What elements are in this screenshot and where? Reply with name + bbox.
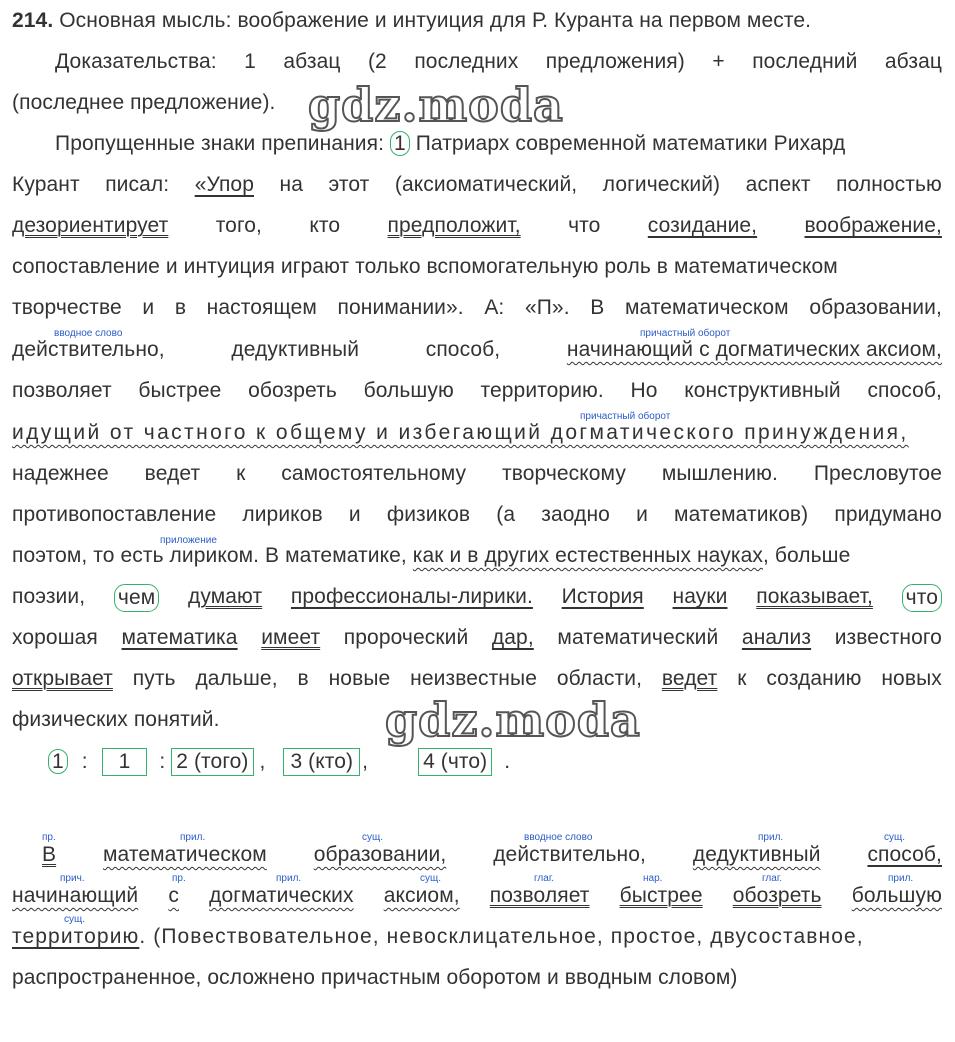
word: дедуктивный: [231, 338, 360, 361]
pos-label: прил.: [888, 873, 914, 884]
pos-label: прил.: [758, 832, 784, 843]
word: действительно,: [493, 843, 646, 866]
task-line-10: [12, 378, 942, 404]
text: сопоставление и интуиция играют только вспомогательную роль в математическом: [12, 255, 838, 278]
scheme-box-4: 4 (что): [418, 748, 492, 776]
word: позволяет: [489, 884, 590, 907]
word: предложения): [545, 50, 685, 73]
pos-label: прил.: [276, 873, 302, 884]
word: хорошая: [12, 626, 98, 649]
participial-phrase: начинающий с догматических аксиом,: [566, 338, 942, 361]
word: (2: [367, 50, 387, 73]
word: обозреть: [732, 884, 822, 907]
word: начинающий: [12, 884, 139, 907]
word: математическом: [624, 296, 789, 319]
word: математика: [121, 626, 238, 649]
sentence-characteristics: распространенное, осложнено причастным оборотом и вводным словом): [12, 966, 738, 989]
word: открывает: [12, 667, 113, 690]
word: путь: [132, 667, 176, 690]
scheme-comma: ,: [362, 750, 369, 773]
word: позволяет: [12, 379, 112, 402]
word: созидание,: [647, 214, 758, 237]
word: в: [174, 296, 187, 319]
pos-label: пр.: [172, 873, 186, 884]
word: и: [348, 503, 361, 526]
word: догматических: [209, 884, 354, 907]
word: образовании,: [313, 843, 447, 866]
word: физиков: [386, 503, 471, 526]
word: абзац: [884, 50, 942, 73]
word: этот: [328, 173, 370, 196]
task-line-11: [12, 420, 942, 446]
word: «Упор: [194, 173, 254, 196]
word: творческому: [501, 462, 626, 485]
note-introductory-word: вводное слово: [54, 328, 123, 339]
word: имеет: [261, 626, 321, 649]
task-line-4: [12, 131, 942, 157]
scheme-colon: :: [81, 750, 88, 773]
word: новых: [881, 667, 942, 690]
word: и: [636, 503, 648, 526]
word: абзац: [283, 50, 341, 73]
word: лириков: [242, 503, 323, 526]
evidence-text: (последнее предложение).: [12, 91, 276, 114]
pos-label: прил.: [180, 832, 206, 843]
task-line-2: [12, 49, 942, 75]
analysis-line-4: [12, 965, 942, 991]
word: новые: [328, 667, 391, 690]
analysis-line-1: [12, 842, 942, 868]
word: анализ: [741, 626, 812, 649]
task-line-5: [12, 172, 942, 198]
word: территорию: [12, 925, 140, 948]
task-line-7: [12, 254, 942, 280]
task-line-8: [12, 295, 942, 321]
scheme-dot: .: [504, 750, 511, 773]
pos-label: вводное слово: [524, 832, 593, 843]
word: математиков): [674, 503, 809, 526]
word: поэзии,: [12, 585, 86, 608]
word: заодно: [541, 503, 610, 526]
missing-marks-label: Пропущенные знаки препинания:: [55, 132, 390, 155]
word: дальше,: [195, 667, 278, 690]
scheme-comma: ,: [259, 750, 266, 773]
word: последний: [752, 50, 858, 73]
word: большую: [363, 379, 454, 402]
word: Курант: [12, 173, 80, 196]
word: воображение,: [804, 214, 942, 237]
word: Пресловутое: [813, 462, 942, 485]
word: (аксиоматический,: [394, 173, 578, 196]
word: логический): [602, 173, 721, 196]
scheme-box-1: 1: [102, 748, 148, 776]
word: «П».: [524, 296, 570, 319]
word: науки: [672, 585, 728, 608]
word: Но: [630, 379, 658, 402]
text: , больше: [762, 544, 851, 567]
word: пророческий: [343, 626, 469, 649]
word: История: [561, 585, 644, 608]
text: поэтом, то есть лириком. В математике,: [12, 544, 413, 567]
word: писал:: [105, 173, 170, 196]
note-apposition: приложение: [160, 535, 217, 546]
task-line-1: [12, 8, 942, 34]
pos-label: сущ.: [420, 873, 442, 884]
scheme-circle: 1: [48, 749, 68, 774]
word: на: [279, 173, 303, 196]
word: (а: [496, 503, 516, 526]
text: физических понятий.: [12, 708, 220, 731]
word: +: [712, 50, 725, 73]
task-number: 214.: [12, 9, 54, 32]
participial-phrase: идущий от частного к общему и избегающий догматического принуждения,: [12, 421, 909, 444]
word: творчестве: [12, 296, 122, 319]
word: созданию: [766, 667, 862, 690]
word: дезориентирует: [12, 214, 169, 237]
word: надежнее: [12, 462, 109, 485]
word: быстрее: [138, 379, 222, 402]
scheme-box-3: 3 (кто): [283, 748, 360, 776]
watermark: gdz.moda: [385, 693, 641, 747]
word: В: [42, 843, 57, 866]
task-line-12: [12, 461, 942, 487]
pos-label: сущ.: [884, 832, 906, 843]
word: настоящем: [206, 296, 317, 319]
word: самостоятельному: [281, 462, 467, 485]
word: последних: [414, 50, 519, 73]
word: и: [142, 296, 155, 319]
comparative-phrase: как и в других естественных науках: [412, 544, 763, 567]
word: конструктивный: [684, 379, 841, 402]
word: 1: [244, 50, 256, 73]
word: обозреть: [248, 379, 337, 402]
word: неизвестные: [410, 667, 537, 690]
word: дедуктивный: [692, 843, 821, 866]
word: к: [737, 667, 747, 690]
word: ведет: [144, 462, 201, 485]
word: аспект: [745, 173, 811, 196]
word: того,: [215, 214, 262, 237]
text: Патриарх современной математики Рихард: [409, 132, 846, 155]
word: полностью: [836, 173, 942, 196]
word: с: [168, 884, 179, 907]
circled-mark: 1: [390, 131, 410, 156]
word: кто: [309, 214, 341, 237]
word: способ,: [867, 379, 942, 402]
word: профессионалы-лирики.: [290, 585, 533, 608]
note-participial-phrase: причастный оборот: [640, 328, 731, 339]
analysis-line-2: [12, 883, 942, 909]
word: области,: [556, 667, 643, 690]
word: думают: [188, 585, 263, 608]
pos-label: сущ.: [64, 914, 86, 925]
word: быстрее: [619, 884, 703, 907]
circled-conjunction: что: [902, 584, 942, 612]
word: территорию.: [480, 379, 604, 402]
word: предположит,: [387, 214, 521, 237]
task-line-15: [12, 584, 942, 612]
word: большую: [851, 884, 942, 907]
word: что: [568, 214, 601, 237]
pos-label: глаг.: [534, 873, 555, 884]
word: А:: [484, 296, 505, 319]
word: В: [590, 296, 605, 319]
task-line-16: [12, 625, 942, 651]
word: способ,: [867, 843, 942, 866]
task-line-6: [12, 213, 942, 239]
scheme-box-2: 2 (того): [171, 748, 253, 776]
word: к: [236, 462, 246, 485]
note-participial-phrase-2: причастный оборот: [580, 411, 671, 422]
pos-label: нар.: [643, 873, 663, 884]
word: математический: [557, 626, 719, 649]
scheme-colon: :: [159, 750, 166, 773]
task-line-13: [12, 502, 942, 528]
word: математическом: [103, 843, 267, 866]
sentence-scheme: [48, 748, 648, 776]
word: действительно,: [12, 338, 165, 361]
word: ведет: [661, 667, 718, 690]
word: дар,: [491, 626, 534, 649]
word: противопоставление: [12, 503, 217, 526]
word: показывает,: [756, 585, 873, 608]
watermark: gdz.moda: [308, 78, 564, 132]
task-line-9: [12, 337, 942, 363]
pos-label: глаг.: [762, 873, 783, 884]
word: мышлению.: [661, 462, 778, 485]
pos-label: прич.: [60, 873, 85, 884]
text: . (Повествовательное, невосклицательное, простое, двусоставное,: [139, 925, 864, 948]
word: способ,: [425, 338, 501, 361]
word: известного: [834, 626, 942, 649]
analysis-line-3: [12, 924, 942, 950]
task-line-17: [12, 666, 942, 692]
word: понимании».: [337, 296, 464, 319]
word: в: [297, 667, 309, 690]
task-line-14: [12, 543, 942, 569]
pos-label: сущ.: [362, 832, 384, 843]
word: образовании,: [809, 296, 942, 319]
word: аксиом,: [383, 884, 460, 907]
word: Доказательства:: [55, 50, 217, 73]
pos-label: пр.: [42, 832, 56, 843]
main-idea-text: Основная мысль: воображение и интуиция для Р. Куранта на первом месте.: [59, 9, 812, 32]
circled-conjunction: чем: [114, 584, 159, 612]
word: придумано: [834, 503, 942, 526]
